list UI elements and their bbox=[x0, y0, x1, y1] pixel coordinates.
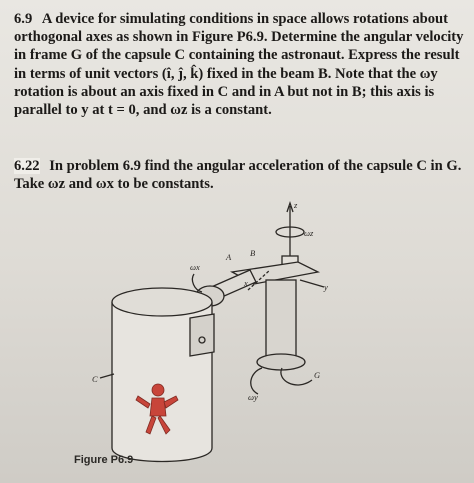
right-tower bbox=[266, 280, 296, 360]
problem-number: 6.9 bbox=[14, 11, 33, 27]
y-axis bbox=[300, 280, 324, 287]
label-a: A bbox=[226, 252, 232, 262]
label-z: z bbox=[294, 200, 298, 210]
label-omega-z: ωz bbox=[304, 228, 314, 238]
label-y: y bbox=[324, 282, 328, 292]
capsule-clamp bbox=[190, 314, 214, 356]
problem-text: A device for simulating conditions in space allows rotations about orthogonal axes as shown in Figure P6.9. Determine the angular velocity in frame G of the capsule C containing the astronaut. Express the result in terms of unit vectors (î, ĵ, k̂) fixed in the beam B. Note that the ωy rotation is about an axis fixed in C and in A but not in B; this axis is parallel to y at t = 0, and ωz is a constant. bbox=[14, 11, 464, 119]
right-tower-base bbox=[257, 354, 305, 370]
problem-6-9 bbox=[14, 10, 464, 119]
problem-number: 6.22 bbox=[14, 158, 40, 174]
base-arc bbox=[281, 368, 312, 385]
label-g: G bbox=[314, 370, 321, 380]
label-b: B bbox=[250, 248, 256, 258]
label-x: x bbox=[244, 278, 248, 288]
problem-6-22 bbox=[14, 157, 464, 193]
label-omega-y: ωy bbox=[248, 392, 258, 402]
omega-y-rotation-arc bbox=[251, 368, 262, 394]
label-omega-x: ωx bbox=[190, 262, 200, 272]
label-c: C bbox=[92, 374, 98, 384]
figure-caption: Figure P6.9 bbox=[74, 454, 134, 466]
capsule-c-top bbox=[112, 288, 212, 316]
figure-p6-9 bbox=[0, 190, 474, 483]
problem-text: In problem 6.9 find the angular acceleration of the capsule C in G. Take ωz and ωx to be constants. bbox=[14, 158, 462, 193]
